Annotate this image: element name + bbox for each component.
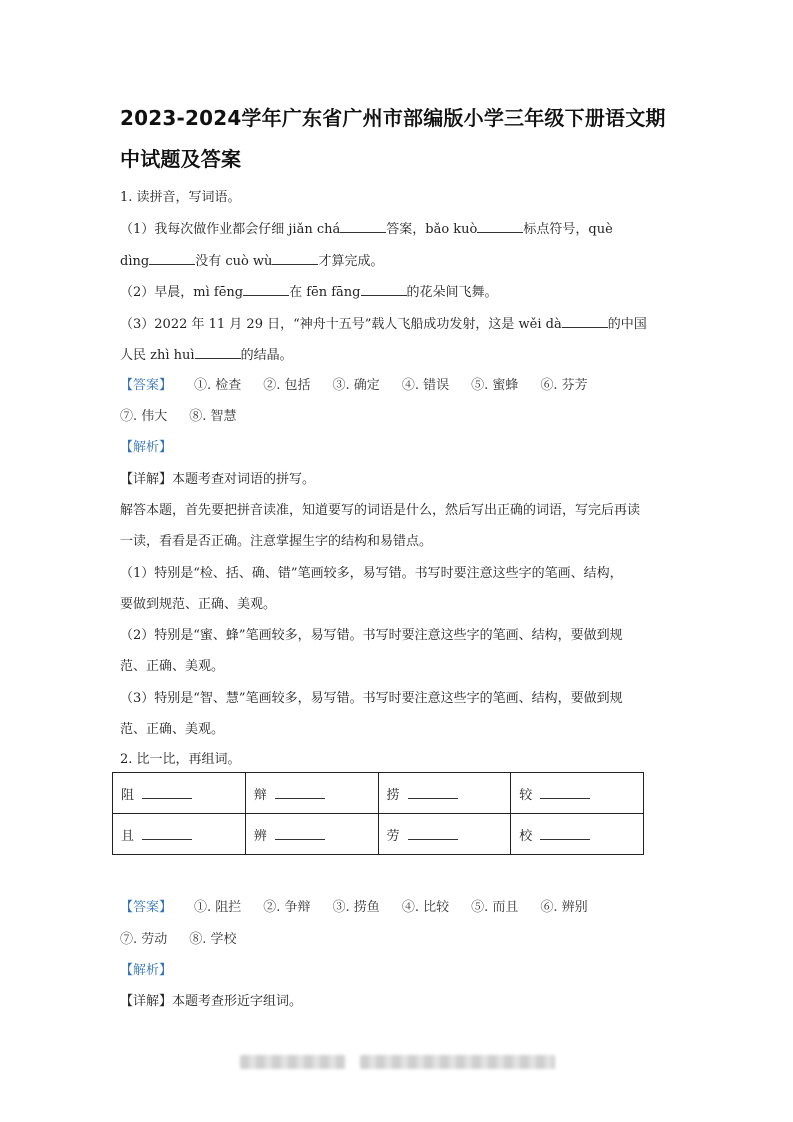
q1-line-3-part-a: （2）早晨，mì fēng (120, 285, 244, 300)
answer-item: ⑧. 学校 (189, 932, 237, 947)
answer-item: ⑧. 智慧 (189, 409, 237, 424)
q2-answers-row-1 (120, 896, 676, 915)
answer-blank (408, 829, 458, 840)
compare-table (112, 772, 644, 855)
table-cell (378, 814, 511, 855)
table-cell (378, 773, 511, 814)
analysis-tag: 【解析】 (120, 963, 173, 978)
note-line: （3）特别是“智、慧”笔画较多，易写错。书写时要注意这些字的笔画、结构，要做到规 (120, 691, 623, 706)
answer-item: ⑤. 而且 (471, 900, 519, 915)
answer-item: ③. 确定 (332, 378, 380, 393)
answer-item: ⑦. 劳动 (120, 932, 168, 947)
analysis-tag: 【解析】 (120, 440, 173, 455)
detail-line: 【详解】本题考查对词语的拼写。 (120, 472, 316, 487)
answer-blank (562, 315, 608, 328)
character: 较 (519, 787, 533, 803)
table-cell (245, 773, 378, 814)
q1-line-4 (120, 313, 676, 332)
answer-blank (149, 252, 195, 265)
q1-line-4-part-a: （3）2022 年 11 月 29 日，“神舟十五号”载人飞船成功发射，这是 wěi dà (120, 317, 562, 332)
q1-line-5-part-a: 人民 zhì huì (120, 348, 195, 363)
answer-blank (243, 283, 289, 296)
answer-blank (142, 829, 192, 840)
q1-line-1-part-a: （1）我每次做作业都会仔细 jiǎn chá (120, 222, 341, 237)
character: 阻 (121, 787, 135, 803)
q1-line-1-part-b: 答案，bǎo kuò (386, 222, 478, 237)
table-cell (113, 814, 246, 855)
detail-line: 【详解】本题考查形近字组词。 (120, 994, 303, 1009)
answer-item: ⑦. 伟大 (120, 409, 168, 424)
q1-answers-row-2 (120, 405, 676, 424)
answer-blank (477, 220, 523, 233)
paragraph-line: 解答本题，首先要把拼音读准，知道要写的词语是什么，然后写出正确的词语，写完后再读 (120, 503, 641, 518)
answer-item: ⑥. 辨别 (540, 900, 588, 915)
table-row (113, 814, 644, 855)
blurred-footer (240, 1055, 345, 1069)
character: 辨 (253, 828, 267, 844)
note-line: 范、正确、美观。 (120, 722, 225, 737)
answer-blank (195, 346, 241, 359)
q1-line-5 (120, 344, 676, 363)
page-title: 2023-2024学年广东省广州市部编版小学三年级下册语文期中试题及答案 (120, 106, 666, 171)
answer-tag: 【答案】 (120, 378, 173, 393)
q1-answers-row-1 (120, 374, 676, 393)
q1-line-3-part-c: 的花朵间飞舞。 (406, 285, 498, 300)
answer-item: ④. 比较 (401, 900, 450, 915)
question-2-heading: 2. 比一比，再组词。 (120, 752, 241, 767)
q1-line-1 (120, 218, 676, 237)
answer-item: ③. 捞鱼 (332, 900, 380, 915)
answer-item: ②. 包括 (263, 378, 311, 393)
answer-item: ⑤. 蜜蜂 (471, 378, 519, 393)
answer-item: ⑥. 芬芳 (540, 378, 588, 393)
answer-blank (408, 788, 458, 799)
q1-line-2 (120, 250, 676, 269)
table-cell (245, 814, 378, 855)
q1-line-4-part-b: 的中国 (607, 317, 647, 332)
note-line: 要做到规范、正确、美观。 (120, 597, 277, 612)
blurred-footer (360, 1055, 555, 1069)
answer-blank (275, 788, 325, 799)
note-line: （2）特别是“蜜、蜂”笔画较多，易写错。书写时要注意这些字的笔画、结构，要做到规 (120, 628, 623, 643)
q1-line-3 (120, 281, 676, 300)
q1-line-2-part-a: dìng (120, 254, 150, 269)
answer-blank (540, 788, 590, 799)
note-line: （1）特别是“检、括、确、错”笔画较多，易写错。书写时要注意这些字的笔画、结构， (120, 566, 623, 581)
character: 校 (519, 828, 533, 844)
q1-line-1-part-c: 标点符号，què (523, 222, 613, 237)
table-cell (511, 814, 644, 855)
q2-answers-row-2 (120, 928, 676, 947)
answer-blank (361, 283, 407, 296)
q1-line-5-part-b: 的结晶。 (240, 348, 293, 363)
q1-line-2-part-b: 没有 cuò wù (195, 254, 273, 269)
q1-line-2-part-c: 才算完成。 (318, 254, 384, 269)
character: 劳 (386, 828, 400, 844)
paragraph-line: 一读，看看是否正确。注意掌握生字的结构和易错点。 (120, 534, 433, 549)
answer-tag: 【答案】 (120, 900, 173, 915)
answer-item: ④. 错误 (401, 378, 450, 393)
table-cell (113, 773, 246, 814)
answer-blank (275, 829, 325, 840)
answer-blank (540, 829, 590, 840)
answer-blank (142, 788, 192, 799)
answer-item: ①. 检查 (194, 378, 242, 393)
answer-item: ①. 阻拦 (194, 900, 242, 915)
character: 且 (121, 828, 135, 844)
answer-blank (272, 252, 318, 265)
character: 辩 (253, 787, 267, 803)
q1-line-3-part-b: 在 fēn fāng (289, 285, 361, 300)
character: 捞 (386, 787, 400, 803)
table-row (113, 773, 644, 814)
table-cell (511, 773, 644, 814)
question-1-heading: 1. 读拼音，写词语。 (120, 190, 241, 205)
answer-item: ②. 争辩 (263, 900, 311, 915)
note-line: 范、正确、美观。 (120, 659, 225, 674)
answer-blank (340, 220, 386, 233)
